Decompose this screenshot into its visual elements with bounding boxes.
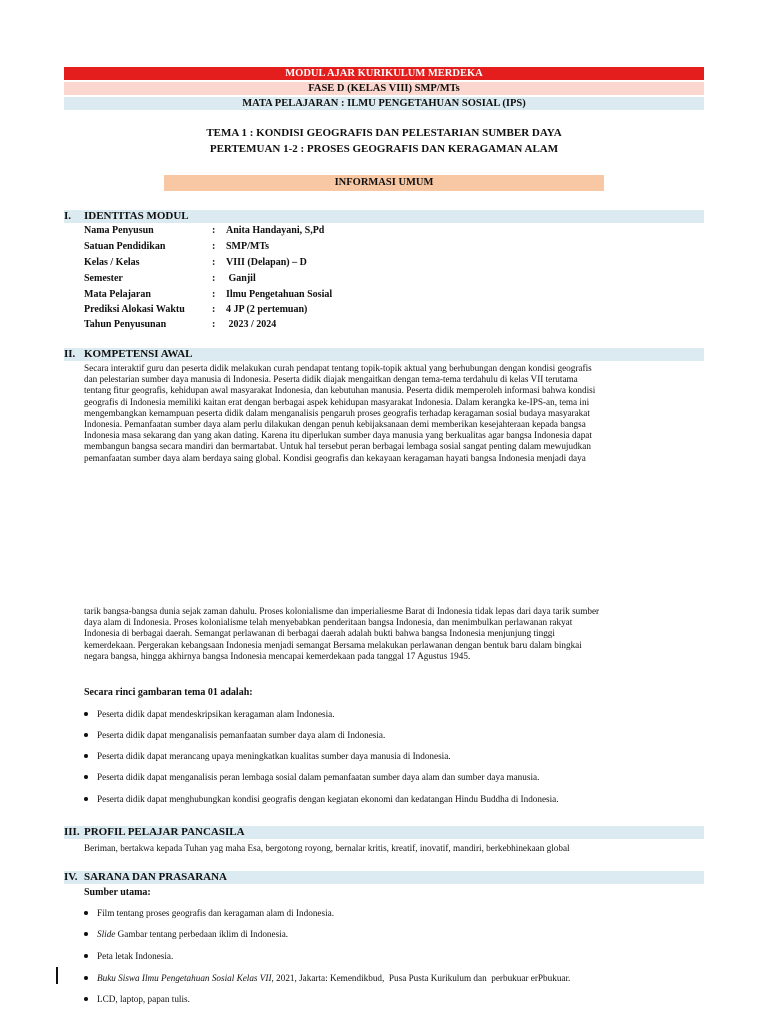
identity-colon: : bbox=[212, 273, 216, 284]
bullet-icon bbox=[84, 997, 88, 1001]
identity-colon: : bbox=[212, 304, 216, 315]
text-cursor bbox=[56, 967, 58, 984]
header-phase: FASE D (KELAS VIII) SMP/MTs bbox=[64, 82, 704, 95]
identity-colon: : bbox=[212, 241, 216, 252]
identity-value: 4 JP (2 pertemuan) bbox=[226, 304, 308, 315]
section-profil-heading bbox=[64, 826, 704, 839]
bullet-icon bbox=[84, 754, 88, 758]
identity-key: Semester bbox=[84, 273, 123, 284]
list-item-text: Peserta didik dapat menghubungkan kondisi geografis dengan kegiatan ekonomi dan kedatangan Hindu Buddha di Indonesia. bbox=[97, 794, 559, 804]
bullet-icon bbox=[84, 733, 88, 737]
list-item-text: Peta letak Indonesia. bbox=[97, 951, 174, 961]
paragraph-line: membangun bangsa secara mandiri dan bermartabat. Untuk hal tersebut peran berbagai lembaga sosial sangat penting dalam mewujudkan bbox=[84, 441, 591, 452]
paragraph-line: daya alam di Indonesia. Proses kolonialisme telah menyebabkan penderitaan bangsa Indonesia, dan menimbulkan perlawanan rakyat bbox=[84, 617, 573, 628]
paragraph-line: pemanfaatan sumber daya alam berdaya saing global. Kondisi geografis dan kekayaan keragaman hayati bangsa Indonesia menjadi daya bbox=[84, 452, 586, 463]
paragraph-line: Secara interaktif guru dan peserta didik melakukan curah pendapat tentang topik-topik aktual yang berhubungan dengan kondisi geografis bbox=[84, 363, 592, 373]
bullet-icon bbox=[84, 712, 88, 716]
section-number: III. bbox=[64, 826, 80, 838]
list-item-text: LCD, laptop, papan tulis. bbox=[97, 994, 190, 1004]
identity-key: Kelas / Kelas bbox=[84, 257, 140, 268]
list-item-text: Peserta didik dapat menganalisis peran lembaga sosial dalam pemanfaatan sumber daya alam dan sumber daya manusia. bbox=[97, 772, 540, 782]
bullet-icon bbox=[84, 954, 88, 958]
paragraph-line: Indonesia di berbagai daerah. Semangat perlawanan di berbagai daerah adalah bukti bahwa bangsa Indonesia menjunjung tinggi bbox=[84, 628, 555, 639]
paragraph-line: kemerdekaan. Pergerakan kebangsaan Indonesia menjadi semangat Bersama melakukan perlawanan dengan bentuk baru dalam bingkai bbox=[84, 639, 582, 650]
section-title: SARANA DAN PRASARANA bbox=[84, 871, 228, 883]
bullet-icon bbox=[84, 932, 88, 936]
theme-title: TEMA 1 : KONDISI GEOGRAFIS DAN PELESTARIAN SUMBER DAYA bbox=[206, 127, 562, 139]
paragraph-line: mengembangkan kemampuan peserta didik dalam menganalisis pengaruh proses geografis terhadap keragaman sosial budaya masyarakat bbox=[84, 407, 590, 418]
paragraph-line: geografis di Indonesia memiliki kaitan erat dengan berbagai aspek kehidupan masyarakat Indonesia. Dalam kerangka ke-IPS-an, tema ini bbox=[84, 396, 590, 407]
identity-key: Tahun Penyusunan bbox=[84, 319, 167, 330]
profil-text: Beriman, bertakwa kepada Tuhan yag maha Esa, bergotong royong, bernalar kritis, kreatif, inovatif, mandiri, berkebhinekaan global bbox=[84, 843, 570, 853]
list-item-text: Film tentang proses geografis dan keragaman alam di Indonesia. bbox=[97, 908, 335, 918]
section-title: IDENTITAS MODUL bbox=[84, 210, 189, 222]
paragraph-line: dan pelestarian sumber daya manusia di Indonesia. Peserta didik diajak mengaitkan dengan tema-tema terdahulu di kelas VII terutama bbox=[84, 374, 578, 385]
general-info-heading: INFORMASI UMUM bbox=[164, 175, 604, 191]
kompetensi-paragraph-1 bbox=[84, 363, 700, 464]
identity-key: Mata Pelajaran bbox=[84, 289, 151, 300]
identity-value: Ilmu Pengetahuan Sosial bbox=[226, 289, 333, 300]
section-sarana-heading bbox=[64, 871, 704, 884]
paragraph-line: Indonesia. Pemanfaatan sumber daya alam perlu dilakukan dengan penuh kebijaksanaan demi memberikan kesejahteraan kepada bangsa bbox=[84, 419, 586, 430]
header-module-title: MODUL AJAR KURIKULUM MERDEKA bbox=[64, 67, 704, 80]
identity-key: Satuan Pendidikan bbox=[84, 241, 166, 252]
list-item-text: Peserta didik dapat merancang upaya meningkatkan kualitas sumber daya manusia di Indonesia. bbox=[97, 751, 451, 761]
list-item-text bbox=[97, 928, 288, 940]
paragraph-line: negara bangsa, hingga akhirnya bangsa Indonesia mencapai kemerdekaan pada tanggal 17 Agustus 1945. bbox=[84, 650, 471, 661]
identity-value: Ganjil bbox=[226, 273, 256, 284]
list-item-text: Peserta didik dapat mendeskripsikan keragaman alam Indonesia. bbox=[97, 709, 335, 719]
list-item-emphasis: Buku Siswa Ilmu Pengetahuan Sosial Kelas VII bbox=[97, 973, 272, 983]
list-item-text bbox=[97, 972, 570, 984]
list-item-rest: , 2021, Jakarta: Kemendikbud, Pusa Pusta Kurikulum dan perbukuar erPbukuar. bbox=[271, 973, 571, 983]
paragraph-line: tentang fitur geografis, kehidupan awal masyarakat Indonesia, dan kebutuhan manusia. Peserta didik memperoleh informasi bahwa kondisi bbox=[84, 385, 596, 396]
section-kompetensi-heading bbox=[64, 348, 704, 361]
sarana-subheading: Sumber utama: bbox=[84, 887, 151, 898]
section-number: I. bbox=[64, 210, 72, 222]
section-title: PROFIL PELAJAR PANCASILA bbox=[84, 826, 245, 838]
bullet-icon bbox=[84, 775, 88, 779]
identity-key: Nama Penyusun bbox=[84, 225, 154, 236]
section-identitas-heading bbox=[64, 210, 704, 223]
list-item-rest: Gambar tentang perbedaan iklim di Indonesia. bbox=[115, 929, 289, 939]
list-item-text: Peserta didik dapat menganalisis pemanfaatan sumber daya alam di Indonesia. bbox=[97, 730, 386, 740]
identity-value: SMP/MTs bbox=[226, 241, 269, 252]
identity-colon: : bbox=[212, 319, 216, 330]
section-number: IV. bbox=[64, 871, 78, 883]
paragraph-line: Indonesia masa sekarang dan yang akan dating. Karena itu diperlukan sumber daya manusia yang berkualitas agar bangsa Indonesia dapat bbox=[84, 430, 592, 441]
bullet-icon bbox=[84, 976, 88, 980]
identity-value: 2023 / 2024 bbox=[226, 319, 277, 330]
rinci-subheading: Secara rinci gambaran tema 01 adalah: bbox=[84, 687, 253, 698]
section-number: II. bbox=[64, 348, 76, 360]
paragraph-line: tarik bangsa-bangsa dunia sejak zaman dahulu. Proses kolonialisme dan imperialiesme Barat di Indonesia tidak lepas dari daya tarik sumber bbox=[84, 606, 600, 616]
identity-colon: : bbox=[212, 289, 216, 300]
identity-colon: : bbox=[212, 225, 216, 236]
list-item-emphasis: Slide bbox=[97, 929, 116, 939]
identity-value: VIII (Delapan) – D bbox=[226, 257, 307, 268]
identity-key: Prediksi Alokasi Waktu bbox=[84, 304, 185, 315]
header-subject: MATA PELAJARAN : ILMU PENGETAHUAN SOSIAL (IPS) bbox=[64, 97, 704, 110]
section-title: KOMPETENSI AWAL bbox=[84, 348, 193, 360]
identity-value: Anita Handayani, S,Pd bbox=[226, 225, 325, 236]
bullet-icon bbox=[84, 797, 88, 801]
meeting-title: PERTEMUAN 1-2 : PROSES GEOGRAFIS DAN KERAGAMAN ALAM bbox=[209, 143, 559, 155]
kompetensi-paragraph-2 bbox=[84, 606, 700, 662]
bullet-icon bbox=[84, 911, 88, 915]
identity-colon: : bbox=[212, 257, 216, 268]
